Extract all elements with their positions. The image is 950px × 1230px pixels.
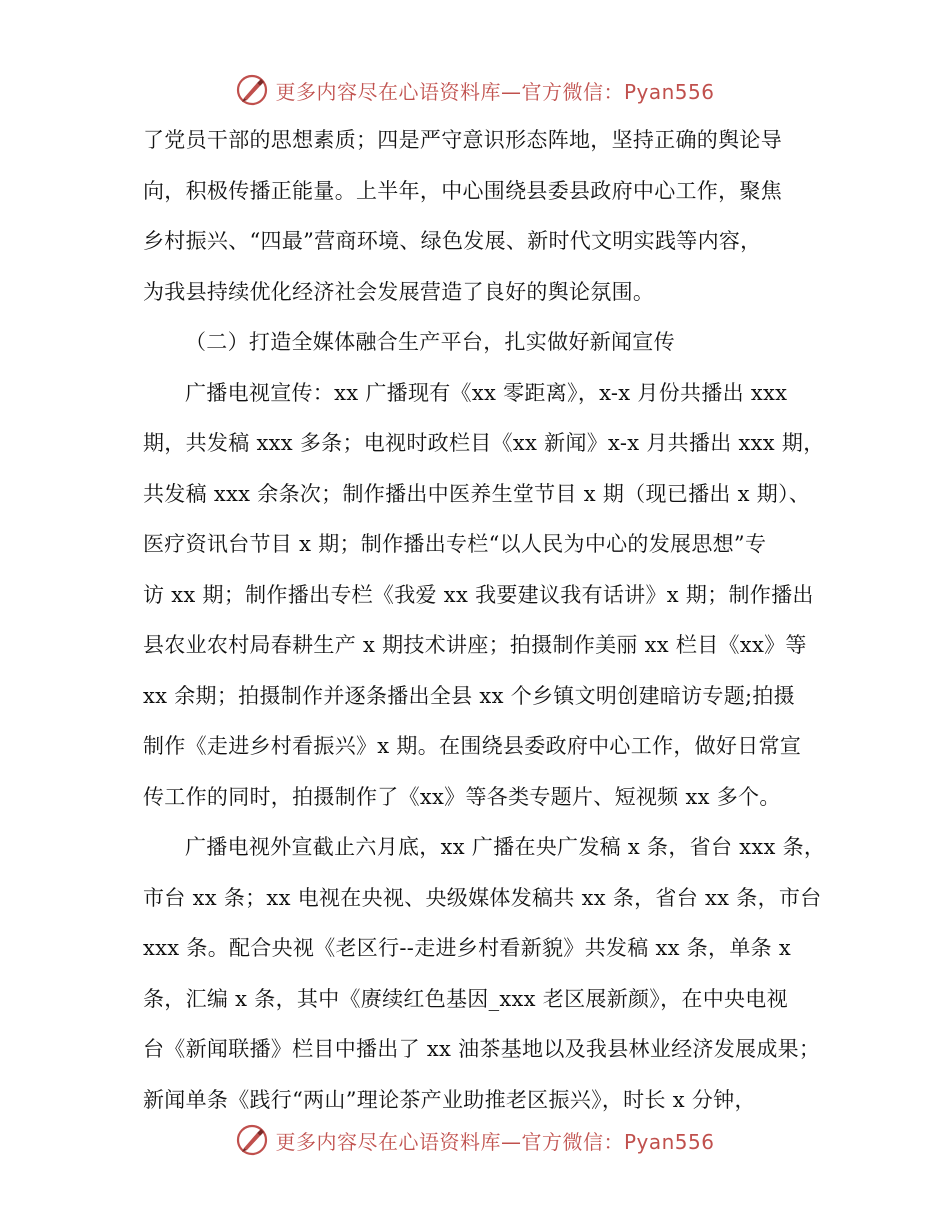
text-line: 市台 xx 条；xx 电视在央视、央级媒体发稿共 xx 条，省台 xx 条，市台 bbox=[143, 885, 822, 910]
text-line: 新闻单条《践行“两山”理论茶产业助推老区振兴》，时长 x 分钟， bbox=[143, 1087, 756, 1112]
text-line: 条，汇编 x 条，其中《赓续红色基因_xxx 老区展新颜》，在中央电视 bbox=[143, 986, 788, 1011]
pen-logo-icon bbox=[235, 73, 269, 107]
pen-logo-icon bbox=[235, 1123, 269, 1157]
header-banner bbox=[0, 70, 950, 110]
text-line: xx 余期；拍摄制作并逐条播出全县 xx 个乡镇文明创建暗访专题;拍摄 bbox=[143, 683, 795, 708]
text-line: 传工作的同时，拍摄制作了《xx》等各类专题片、短视频 xx 多个。 bbox=[143, 784, 781, 809]
text-line: 共发稿 xxx 余条次；制作播出中医养生堂节目 x 期（现已播出 x 期）、 bbox=[143, 481, 811, 506]
text-line: 县农业农村局春耕生产 x 期技术讲座；拍摄制作美丽 xx 栏目《xx》等 bbox=[143, 633, 807, 657]
text-line: 向，积极传播正能量。上半年，中心围绕县委县政府中心工作，聚焦 bbox=[143, 178, 782, 203]
footer-banner-text: 更多内容尽在心语资料库—官方微信：Pyan556 bbox=[275, 1129, 715, 1154]
document-body bbox=[143, 115, 826, 1125]
text-line: 了党员干部的思想素质；四是严守意识形态阵地，坚持正确的舆论导 bbox=[143, 128, 782, 152]
footer-banner bbox=[0, 1120, 950, 1160]
text-line: 广播电视外宣截止六月底，xx 广播在央广发稿 x 条，省台 xxx 条， bbox=[185, 835, 826, 859]
section-heading: （二）打造全媒体融合生产平台，扎实做好新闻宣传 bbox=[185, 330, 675, 354]
text-line: 乡村振兴、“四最”营商环境、绿色发展、新时代文明实践等内容， bbox=[143, 229, 762, 253]
text-line: 为我县持续优化经济社会发展营造了良好的舆论氛围。 bbox=[143, 279, 655, 304]
header-banner-text: 更多内容尽在心语资料库—官方微信：Pyan556 bbox=[275, 79, 715, 104]
text-line: 制作《走进乡村看振兴》x 期。在围绕县委政府中心工作，做好日常宣 bbox=[143, 734, 802, 758]
text-line: 医疗资讯台节目 x 期；制作播出专栏“以人民为中心的发展思想”专 bbox=[143, 532, 767, 556]
text-line: 广播电视宣传：xx 广播现有《xx 零距离》，x-x 月份共播出 xxx bbox=[185, 380, 788, 405]
text-line: xxx 条。配合央视《老区行--走进乡村看新貌》共发稿 xx 条，单条 x bbox=[143, 936, 792, 960]
text-line: 期，共发稿 xxx 多条；电视时政栏目《xx 新闻》x-x 月共播出 xxx 期， bbox=[143, 431, 825, 455]
text-line: 访 xx 期；制作播出专栏《我爱 xx 我要建议我有话讲》x 期；制作播出 bbox=[143, 582, 814, 607]
text-line: 台《新闻联播》栏目中播出了 xx 油茶基地以及我县林业经济发展成果； bbox=[143, 1037, 821, 1061]
